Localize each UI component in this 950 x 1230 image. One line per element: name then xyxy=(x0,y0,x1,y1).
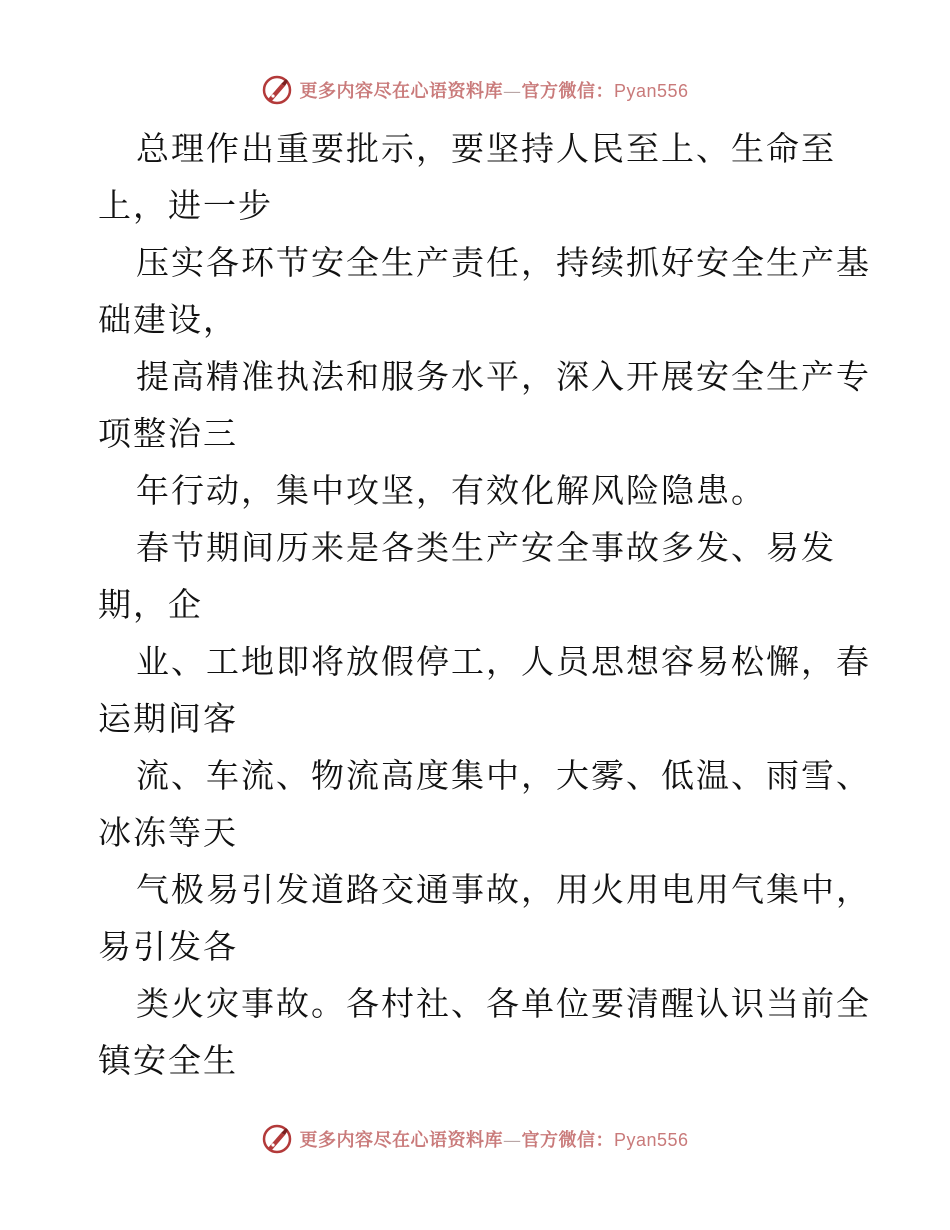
text-line: 流、车流、物流高度集中，大雾、低温、雨雪、 xyxy=(136,756,871,795)
footer-banner xyxy=(0,1119,950,1159)
text-line: 类火灾事故。各村社、各单位要清醒认识当前全 xyxy=(136,984,871,1023)
banner-wechat-id: Pyan556 xyxy=(613,81,689,101)
text-line: 易引发各 xyxy=(98,927,238,966)
body-text xyxy=(98,120,871,1089)
text-line: 期，企 xyxy=(98,585,203,624)
text-line: 压实各环节安全生产责任，持续抓好安全生产基 xyxy=(136,243,871,282)
banner-separator: — xyxy=(502,1130,522,1151)
banner-wechat-label: 官方微信： xyxy=(521,81,614,102)
text-line: 春节期间历来是各类生产安全事故多发、易发 xyxy=(136,528,836,567)
banner-main-text: 更多内容尽在心语资料库 xyxy=(299,1130,503,1151)
banner-separator: — xyxy=(502,81,522,102)
text-line: 业、工地即将放假停工，人员思想容易松懈，春 xyxy=(136,642,871,681)
text-line: 冰冻等天 xyxy=(98,813,238,852)
pen-nib-logo-icon xyxy=(261,1123,293,1155)
banner-main-text: 更多内容尽在心语资料库 xyxy=(299,81,503,102)
text-line: 上，进一步 xyxy=(98,186,273,225)
text-line: 镇安全生 xyxy=(98,1041,238,1080)
banner-wechat-id: Pyan556 xyxy=(613,1130,689,1150)
pen-nib-logo-icon xyxy=(261,74,293,106)
banner-text xyxy=(299,77,688,103)
text-line: 年行动，集中攻坚，有效化解风险隐患。 xyxy=(136,471,766,510)
text-line: 提高精准执法和服务水平，深入开展安全生产专 xyxy=(136,357,871,396)
banner-wechat-label: 官方微信： xyxy=(521,1130,614,1151)
text-line: 气极易引发道路交通事故，用火用电用气集中， xyxy=(136,870,871,909)
banner-text xyxy=(299,1126,688,1152)
text-line: 础建设， xyxy=(98,300,238,339)
text-line: 总理作出重要批示，要坚持人民至上、生命至 xyxy=(136,129,836,168)
header-banner xyxy=(0,70,950,110)
text-line: 项整治三 xyxy=(98,414,238,453)
text-line: 运期间客 xyxy=(98,699,238,738)
